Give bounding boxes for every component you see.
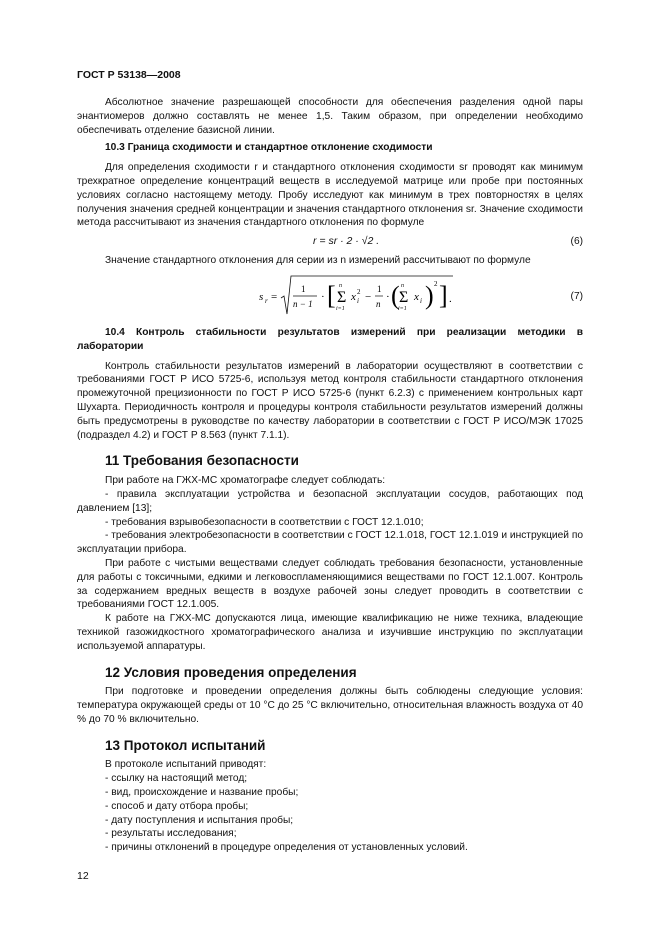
svg-text:Σ: Σ	[337, 288, 347, 306]
formula-7	[77, 272, 583, 322]
svg-text:[: [	[327, 280, 336, 310]
svg-text:x: x	[414, 290, 419, 303]
list-item: - результаты исследования;	[105, 828, 237, 840]
paragraph: Значение стандартного отклонения для серии из n измерений рассчитывают по формуле	[105, 255, 531, 267]
svg-text:n: n	[376, 298, 381, 309]
section-title-12: 12 Условия проведения определения	[105, 664, 357, 680]
paragraph: При подготовке и проведении определения должны быть соблюдены следующие условия: температура окружающей среды от 10 °С до 25 °С включительно, относительная влажность воздуха от 40 % до 70 % включительно.	[77, 686, 583, 725]
svg-text:s: s	[259, 290, 264, 303]
svg-text:·: ·	[386, 290, 390, 303]
svg-text:(: (	[391, 280, 400, 310]
section-title-11: 11 Требования безопасности	[105, 453, 299, 469]
section-title-13: 13 Протокол испытаний	[105, 737, 266, 753]
svg-text:1: 1	[301, 283, 306, 294]
formula-7-graphic	[257, 272, 457, 322]
list-item: - способ и дату отбора пробы;	[105, 800, 249, 812]
list-item: - требования электробезопасности в соответствии с ГОСТ 12.1.018, ГОСТ 12.1.019 и инструкцией по эксплуатации прибора.	[77, 530, 583, 556]
svg-text:x: x	[351, 290, 356, 303]
subsection-title-10-3: 10.3 Граница сходимости и стандартное отклонение сходимости	[105, 142, 433, 154]
formula-6	[77, 230, 583, 254]
svg-text:n: n	[401, 282, 404, 289]
svg-text:.: .	[449, 292, 452, 305]
svg-text:2: 2	[434, 279, 438, 288]
paragraph: Абсолютное значение разрешающей способности для обеспечения разделения одной пары энантиомеров должно составлять не менее 1,5. Таким образом, при определении необходимо обеспечивать отделение базисной линии.	[77, 97, 583, 136]
page-number: 12	[77, 870, 89, 882]
paragraph: Для определения сходимости r и стандартного отклонения сходимости sr проводят как минимум трехкратное определение концентраций веществ в исследуемой матрице или пробе при постоянных условиях согласно настоящему методу. Пробу исследуют как минимум в трех повторностях в целях получения значения средней концентрации и значения стандартного отклонения sr. Значение сходимости метода рассчитывают из значения стандартного отклонения по формуле	[77, 162, 583, 229]
document-body	[77, 96, 583, 855]
svg-text:i=1: i=1	[398, 305, 407, 312]
subsection-title-10-4: 10.4 Контроль стабильности результатов измерений при реализации методики в лаборатории	[77, 326, 583, 352]
formula-7-number: (7)	[570, 290, 583, 302]
svg-text:−: −	[365, 290, 372, 303]
svg-text:n − 1: n − 1	[293, 298, 313, 309]
formula-6-number: (6)	[570, 236, 583, 248]
paragraph: Контроль стабильности результатов измерений в лаборатории осуществляют в соответствии с требованиями ГОСТ Р ИСО 5725-6, используя метод контроля стабильности стандартного отклонения промежуточной прецизионности по ГОСТ Р ИСО 5725-6 (пункт 6.2.3) с применением контрольных карт Шухарта. Периодичность контроля и процедуры контроля стабильности результатов измерений должны быть предусмотрены в руководстве по качеству лаборатории в соответствии с ГОСТ Р ИСО/МЭК 17025 (подраздел 4.2) и ГОСТ Р 8.563 (пункт 7.1.1).	[77, 360, 583, 441]
paragraph: В протоколе испытаний приводят:	[105, 759, 267, 771]
list-item: - дату поступления и испытания пробы;	[105, 814, 294, 826]
list-item: - требования взрывобезопасности в соответствии с ГОСТ 12.1.010;	[105, 516, 424, 528]
list-item: - ссылку на настоящий метод;	[105, 773, 248, 785]
svg-text:i: i	[420, 296, 422, 305]
svg-text:=: =	[271, 290, 278, 303]
page-header: ГОСТ Р 53138—2008	[77, 69, 181, 81]
svg-text:2: 2	[357, 287, 361, 296]
svg-text:r: r	[265, 296, 268, 305]
svg-text:·: ·	[321, 290, 325, 303]
list-item: - правила эксплуатации устройства и безопасной эксплуатации сосудов, работающих под давлением [13];	[77, 488, 583, 514]
svg-text:1: 1	[377, 283, 382, 294]
svg-text:i: i	[357, 296, 359, 305]
svg-text:]: ]	[439, 280, 448, 310]
list-item: - причины отклонений в процедуре определения от установленных условий.	[105, 842, 468, 854]
formula-6-text: r = sr · 2 · √2 .	[313, 235, 380, 248]
svg-text:): )	[425, 280, 434, 310]
svg-text:i=1: i=1	[336, 305, 345, 312]
paragraph: При работе на ГЖХ-МС хроматографе следует соблюдать:	[105, 475, 386, 487]
list-item: - вид, происхождение и название пробы;	[105, 787, 299, 799]
svg-text:Σ: Σ	[399, 288, 409, 306]
paragraph: При работе с чистыми веществами следует соблюдать требования безопасности, установленные для работы с токсичными, едкими и легковоспламеняющимися веществами по ГОСТ 12.1.007. Контроль за содержанием вредных веществ в воздухе рабочей зоны следует проводить в соответствии с требованиями ГОСТ 12.1.005.	[77, 557, 583, 611]
svg-text:n: n	[339, 282, 342, 289]
paragraph: К работе на ГЖХ-МС допускаются лица, имеющие квалификацию не ниже техника, владеющие техникой газожидкостного хроматографического анализа и изучившие инструкцию по эксплуатации используемой аппаратуры.	[77, 613, 583, 652]
